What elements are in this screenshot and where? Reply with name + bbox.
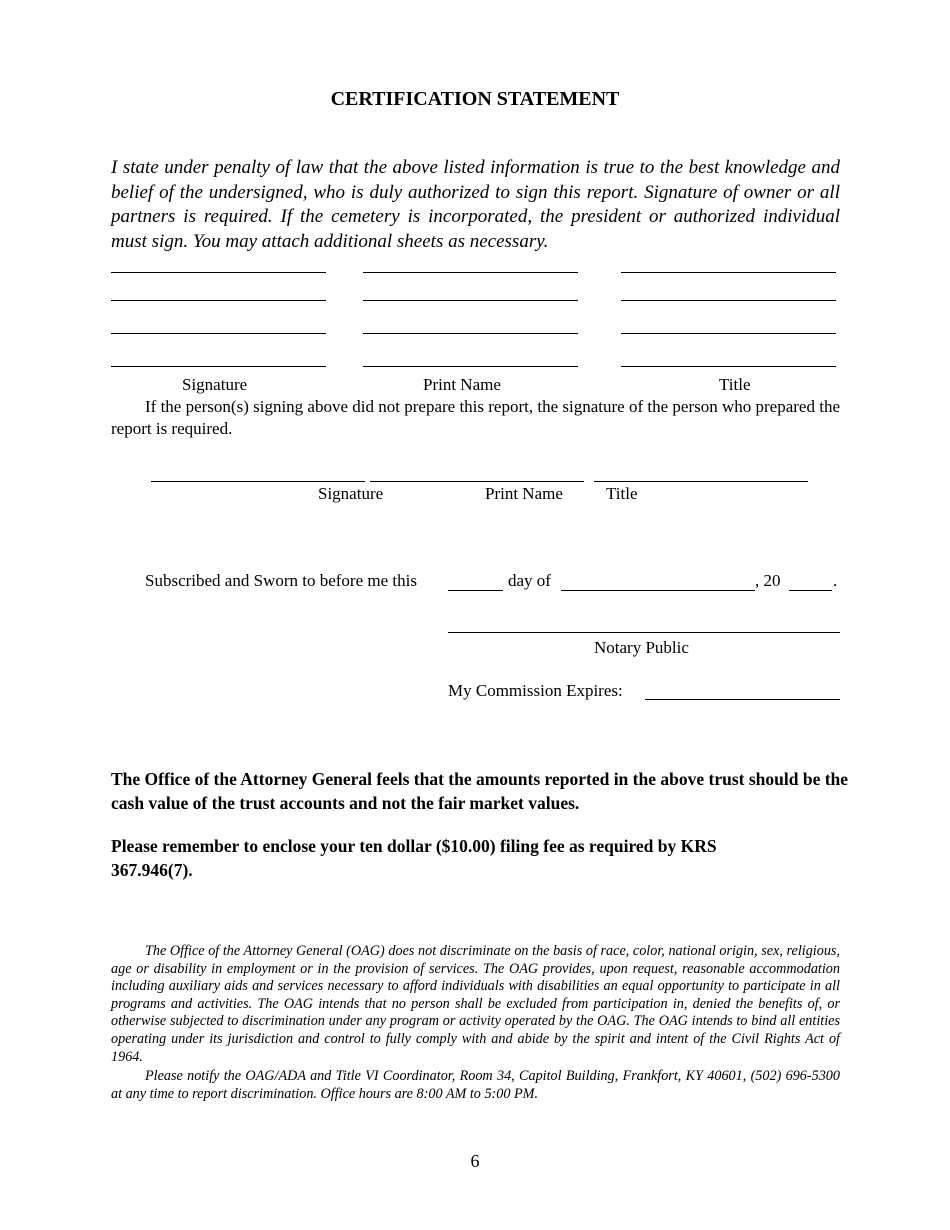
- preparer-title-line[interactable]: [594, 481, 808, 482]
- certification-text: I state under penalty of law that the above listed information is true to the best knowledge and belief of the undersigned, who is duly authorized to sign this report. Signature of owner or all partners is required. If the cemetery is incorporated, the president or authorized individual must sign. You may attach additional sheets as necessary.: [111, 157, 840, 253]
- ada-contact-statement: Please notify the OAG/ADA and Title VI Coordinator, Room 34, Capitol Building, Frankfort, KY 40601, (502) 696-5300 at any time to report discrimination. Office hours are 8:00 AM to 5:00 PM.: [111, 1068, 840, 1102]
- signature-label: Signature: [182, 375, 248, 394]
- nondiscrimination-statement: The Office of the Attorney General (OAG) does not discriminate on the basis of race, color, national origin, sex, religious, age or disability in employment or in the provision of services. The OAG provides, upon request, reasonable accommodation including auxiliary aids and services necessary to afford individuals with disabilities an equal opportunity to participate in all programs and activities. The OAG intends that no person shall be excluded from participation in, denied the benefits of, or otherwise subjected to discrimination under any program or activity operated by the OAG. The OAG intends to bind all entities operating under its jurisdiction and control to fully comply with and abide by the spirit and intent of the Civil Rights Act of 1964.: [111, 943, 840, 1065]
- sworn-prefix: Subscribed and Sworn to before me this: [145, 571, 417, 590]
- sworn-end: .: [833, 571, 838, 590]
- filing-fee-notice: Please remember to enclose your ten dollar ($10.00) filing fee as required by KRS 367.946(7).: [111, 836, 717, 880]
- title-line[interactable]: [621, 300, 836, 301]
- print-name-label: Print Name: [423, 375, 501, 394]
- commission-expires-label: My Commission Expires:: [448, 681, 623, 700]
- page-number: 6: [470, 1151, 480, 1171]
- notary-signature-line[interactable]: [448, 632, 840, 633]
- sworn-year-field[interactable]: [789, 590, 832, 591]
- cash-value-notice: The Office of the Attorney General feels that the amounts reported in the above trust should be the cash value of the trust accounts and not the fair market values.: [111, 769, 849, 813]
- print-name-line[interactable]: [363, 366, 578, 367]
- preparer-signature-label: Signature: [318, 484, 384, 503]
- title-line[interactable]: [621, 366, 836, 367]
- print-name-line[interactable]: [363, 272, 578, 273]
- preparer-print-name-line[interactable]: [370, 481, 584, 482]
- print-name-line[interactable]: [363, 300, 578, 301]
- signature-line[interactable]: [111, 272, 326, 273]
- print-name-line[interactable]: [363, 333, 578, 334]
- preparer-title-label: Title: [606, 484, 638, 503]
- title-label: Title: [719, 375, 751, 394]
- signature-line[interactable]: [111, 300, 326, 301]
- title-line[interactable]: [621, 333, 836, 334]
- signature-line[interactable]: [111, 366, 326, 367]
- preparer-signature-line[interactable]: [151, 481, 365, 482]
- notary-public-label: Notary Public: [594, 638, 689, 657]
- title-line[interactable]: [621, 272, 836, 273]
- sworn-month-field[interactable]: [561, 590, 755, 591]
- signature-line[interactable]: [111, 333, 326, 334]
- sworn-day-field[interactable]: [448, 590, 503, 591]
- sworn-day-of: day of: [508, 571, 551, 590]
- commission-expires-field[interactable]: [645, 699, 840, 700]
- preparer-note: If the person(s) signing above did not prepare this report, the signature of the person who prepared the report is required.: [111, 397, 840, 438]
- sworn-year-prefix: , 20: [755, 571, 781, 590]
- page-title: CERTIFICATION STATEMENT: [330, 88, 620, 110]
- preparer-print-name-label: Print Name: [485, 484, 563, 503]
